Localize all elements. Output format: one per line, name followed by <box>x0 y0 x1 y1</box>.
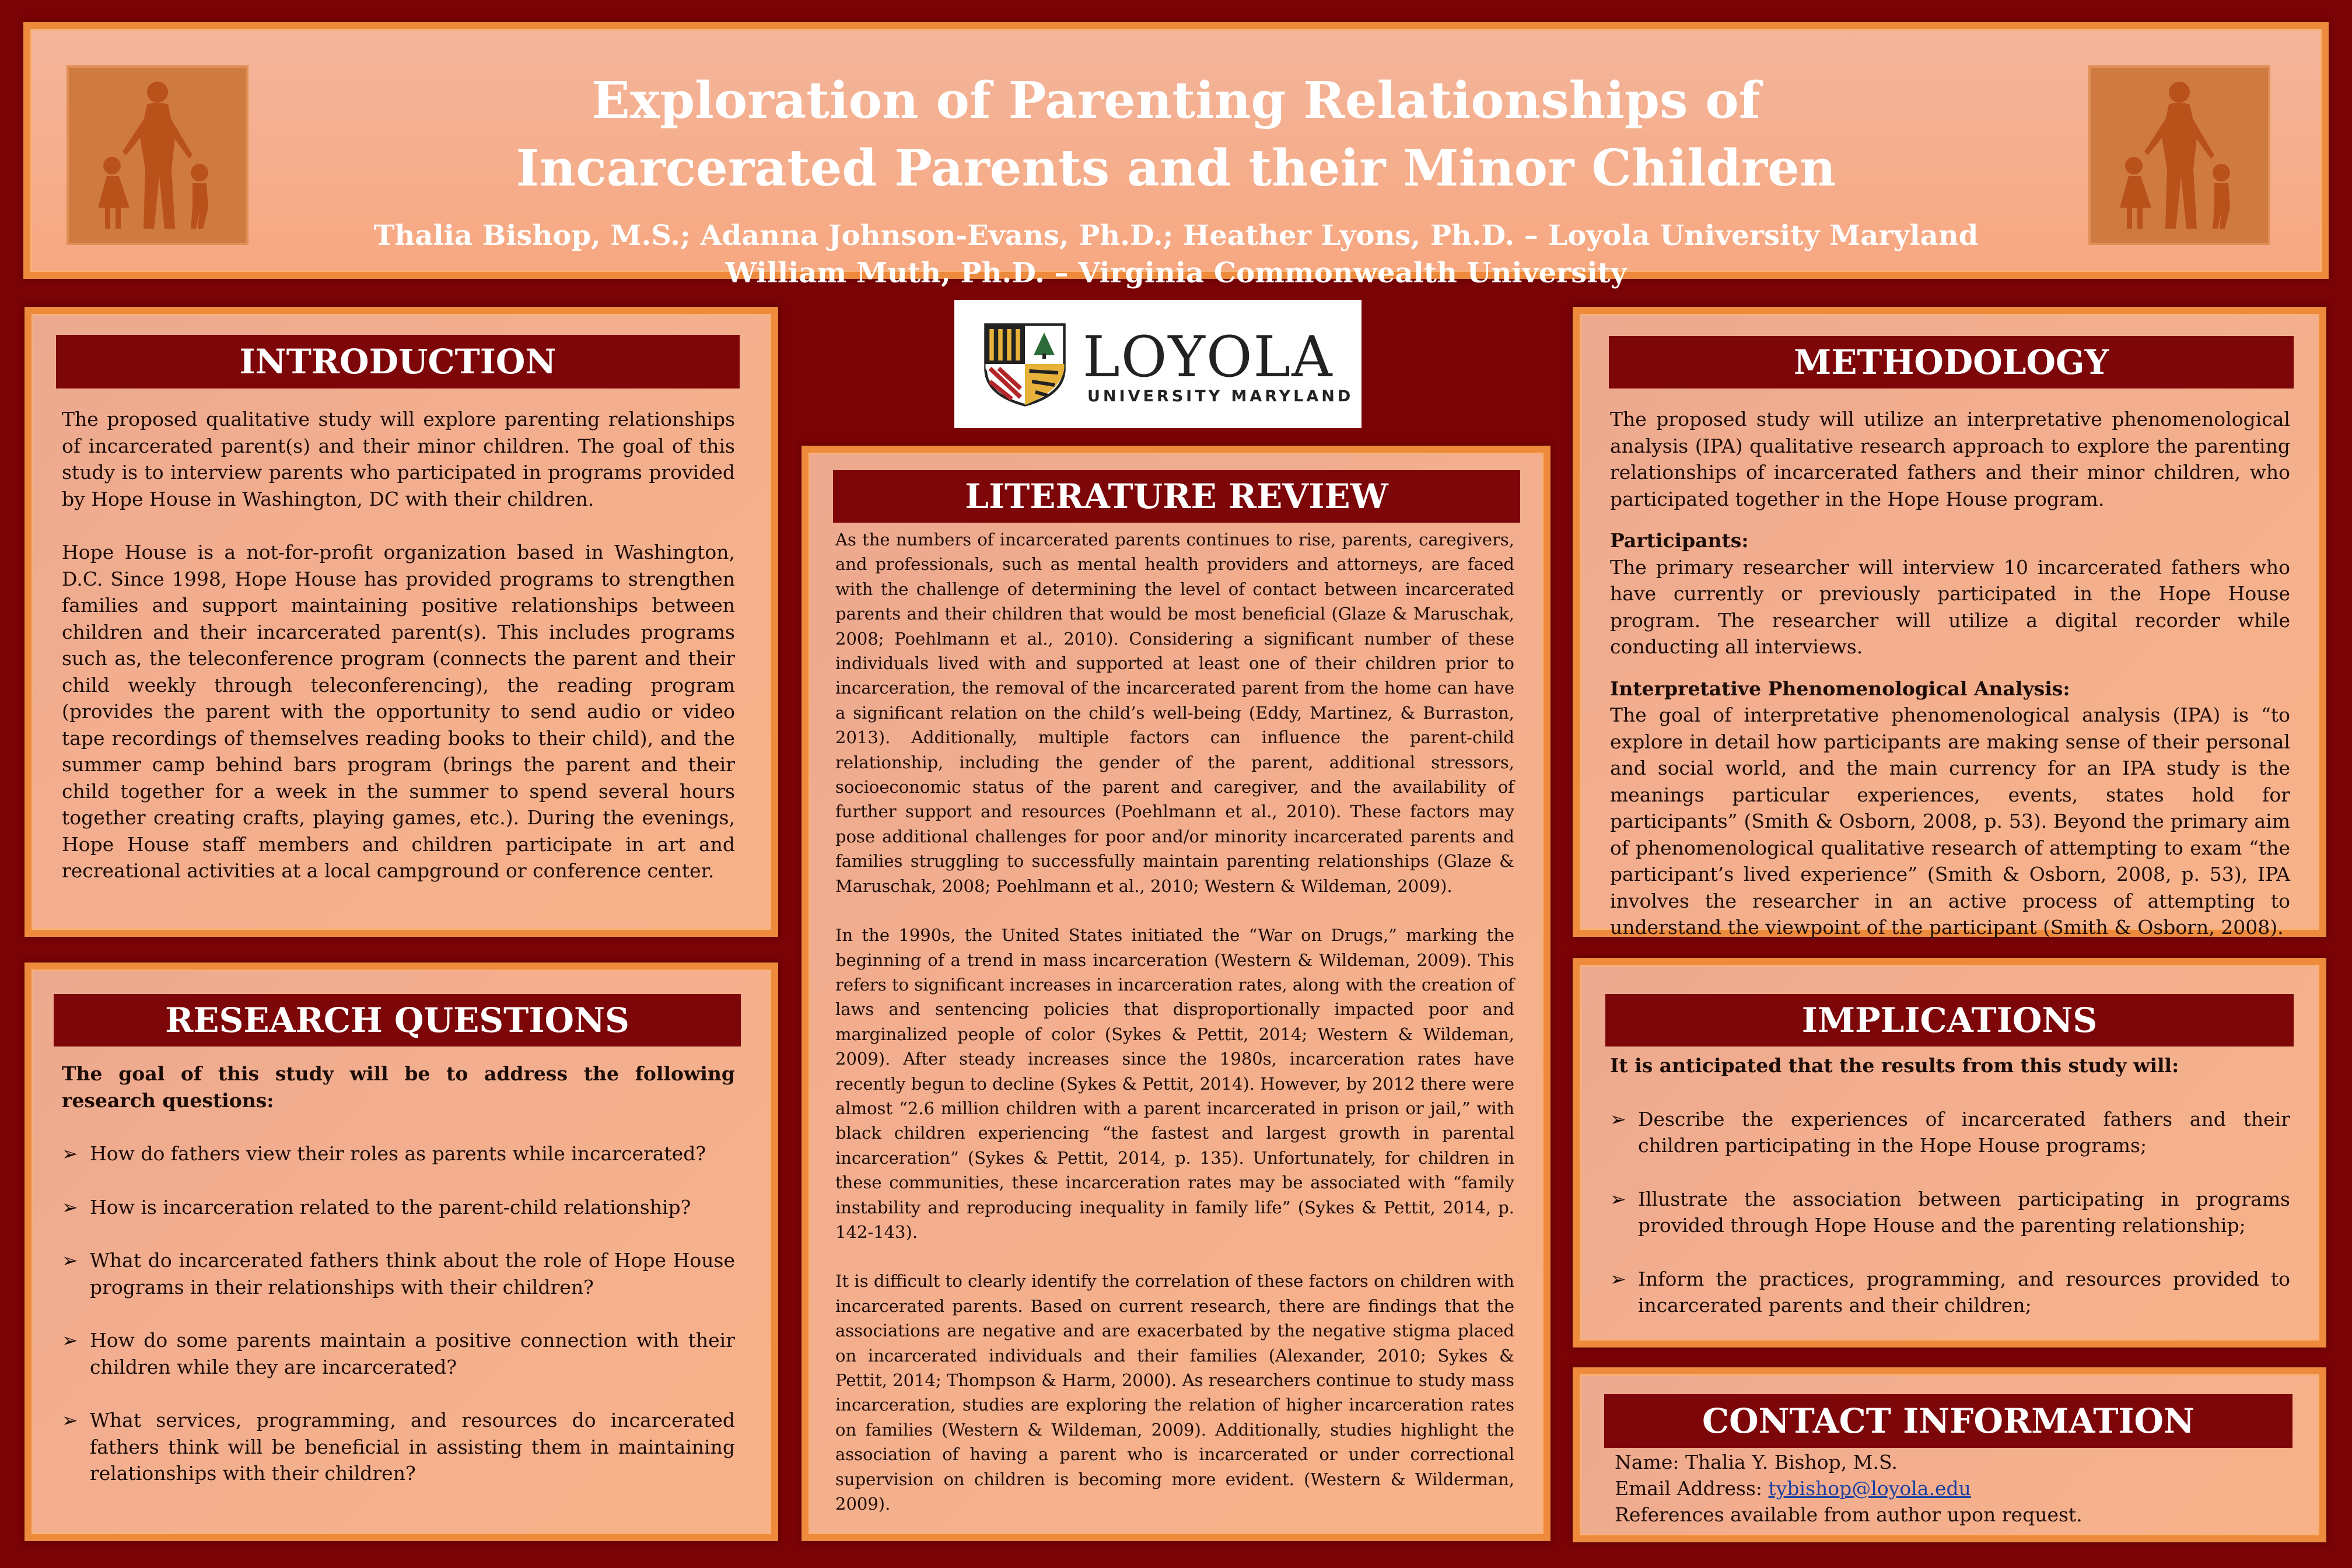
loyola-shield-icon <box>981 320 1069 408</box>
implications-list <box>1610 1106 2290 1319</box>
list-item <box>62 1247 735 1300</box>
authors-line: William Muth, Ph.D. – Virginia Commonwealth University <box>725 257 1627 289</box>
contact-body <box>1615 1449 2286 1528</box>
list-item <box>1610 1106 2290 1159</box>
arrow-bullet-icon: ➢ <box>1610 1187 1626 1210</box>
list-item-text: Illustrate the association between participating in programs provided through Hope House and the parenting relationship; <box>1638 1187 2290 1237</box>
research-questions-heading: RESEARCH QUESTIONS <box>54 994 741 1046</box>
contact-email-row <box>1615 1475 2286 1502</box>
header-panel <box>23 22 2329 289</box>
implications-body <box>1610 1052 2290 1346</box>
literature-review-paragraph: As the numbers of incarcerated parents continues to rise, parents, caregivers, and professionals, such as mental health providers and attorneys, are faced with the challenge of determining the level of contact between incarcerated parents and their children that would be most beneficial (Glaze & Maruschak, 2008; Poehlmann et al., 2010). Considering a significant number of these individuals lived with and supported at least one of their children prior to incarceration, the removal of the incarcerated parent from the home can have a significant relation on the child’s well-being (Eddy, Martinez, & Burraston, 2013). Additionally, multiple factors can influence the parent-child relationship, including the gender of the parent, additional stressors, socioeconomic status of the parent and caregiver, and the availability of further support and resources (Poehlmann et al., 2010). These factors may pose additional challenges for poor and/or minority incarcerated parents and families struggling to successfully maintain parenting relationships (Glaze & Maruschak, 2008; Poehlmann et al., 2010; Western & Wildeman, 2009). <box>835 530 1514 896</box>
list-item-text: Describe the experiences of incarcerated fathers and their children participating in the Hope House programs; <box>1638 1107 2290 1157</box>
arrow-bullet-icon: ➢ <box>62 1329 78 1352</box>
title-line: Exploration of Parenting Relationships of <box>592 71 1760 130</box>
contact-name: Name: Thalia Y. Bishop, M.S. <box>1615 1451 1898 1474</box>
arrow-bullet-icon: ➢ <box>1610 1107 1626 1130</box>
email-label: Email Address: <box>1615 1477 1763 1500</box>
research-questions-body <box>62 1060 735 1514</box>
list-item-text: Inform the practices, programming, and resources provided to incarcerated parents and their children; <box>1638 1267 2290 1317</box>
authors <box>30 217 2322 292</box>
ipa-heading: Interpretative Phenomenological Analysis: <box>1610 677 2070 700</box>
list-item <box>62 1194 735 1221</box>
email-link[interactable]: tybishop@loyola.edu <box>1768 1477 1971 1500</box>
literature-review-paragraph: It is difficult to clearly identify the correlation of these factors on children with incarcerated parents. Based on current research, there are findings that the associations are negative and are exacerbated by the negative stigma placed on incarcerated individuals and their families (Alexander, 2010; Sykes & Pettit, 2014; Thompson & Harm, 2000). As researchers continue to study mass incarceration, studies are exploring the relation of higher incarceration rates on families (Western & Wildeman, 2009). Additionally, studies highlight the association of having a parent who is incarcerated or under correctional supervision on children is becoming more evident. (Western & Wilderman, 2009). <box>835 1271 1514 1514</box>
implications-intro: It is anticipated that the results from this study will: <box>1610 1054 2179 1077</box>
poster-title <box>30 67 2322 202</box>
title-line: Incarcerated Parents and their Minor Children <box>516 139 1836 198</box>
arrow-bullet-icon: ➢ <box>62 1249 78 1272</box>
introduction-body <box>62 406 735 911</box>
ipa-text: The goal of interpretative phenomenological analysis (IPA) is “to explore in detail how participants are making sense of their personal and social world, and the main currency for an IPA study is the meanings particular experiences, events, states hold for participants” (Smith & Osborn, 2008, p. 53). Beyond the primary aim of phenomenological qualitative research of attempting to exam “the participant’s lived experience” (Smith & Osborn, 2008, p. 53), IPA involves the researcher in an active process of attempting to understand the viewpoint of the participant (Smith & Osborn, 2008). <box>1610 704 2290 939</box>
loyola-wordmark: LOYOLA <box>1083 324 1334 390</box>
research-questions-list <box>62 1140 735 1487</box>
literature-review-paragraph: In the 1990s, the United States initiated the “War on Drugs,” marking the beginning of a trend in mass incarceration (Western & Wildeman, 2009). This refers to significant increases in incarceration rates, along with the creation of laws and sentencing policies that disproportionally impacted poor and marginalized people of color (Sykes & Pettit, 2014; Western & Wildeman, 2009). After steady increases since the 1980s, incarceration rates have recently begun to decline (Sykes & Pettit, 2014). However, by 2012 there were almost “2.6 million children with a parent incarcerated in prison or jail,” with black children experiencing “the fastest and largest growth in parental incarceration” (Sykes & Pettit, 2014, p. 135). Unfortunately, for children in these communities, these incarceration rates may be associated with “family instability and reproducing inequality in family life” (Sykes & Pettit, 2014, p. 142-143). <box>835 925 1514 1242</box>
arrow-bullet-icon: ➢ <box>1610 1267 1626 1290</box>
arrow-bullet-icon: ➢ <box>62 1142 78 1165</box>
introduction-paragraph: The proposed qualitative study will explore parenting relationships of incarcerated parent(s) and their minor children. The goal of this study is to interview parents who participated in programs provided by Hope House in Washington, DC with their children. <box>62 408 735 510</box>
methodology-heading: METHODOLOGY <box>1609 336 2294 388</box>
contact-heading: CONTACT INFORMATION <box>1604 1394 2292 1448</box>
authors-line: Thalia Bishop, M.S.; Adanna Johnson-Evans, Ph.D.; Heather Lyons, Ph.D. – Loyola University Maryland <box>373 219 1979 252</box>
list-item-text: How do fathers view their roles as parents while incarcerated? <box>90 1142 706 1165</box>
methodology-intro: The proposed study will utilize an interpretative phenomenological analysis (IPA) qualitative research approach to explore the parenting relationships of incarcerated fathers and their minor children, who participated together in the Hope House program. <box>1610 408 2290 510</box>
participants-heading: Participants: <box>1610 529 1749 552</box>
literature-review-heading: LITERATURE REVIEW <box>833 470 1520 523</box>
implications-heading: IMPLICATIONS <box>1605 994 2294 1046</box>
list-item <box>62 1327 735 1380</box>
arrow-bullet-icon: ➢ <box>62 1195 78 1219</box>
list-item <box>62 1140 735 1167</box>
methodology-body <box>1610 406 2290 968</box>
introduction-paragraph: Hope House is a not-for-profit organization based in Washington, D.C. Since 1998, Hope House has provided programs to strengthen families and support maintaining positive relationships between children and their incarcerated parent(s). This includes programs such as, the teleconference program (connects the parent and their child weekly through teleconferencing), the reading program (provides the parent with the opportunity to send audio or video tape recordings of themselves reading books to their child), and the summer camp behind bars program (brings the parent and their child together for a week in the summer to spend several hours together creating crafts, playing games, etc.). During the evenings, Hope House staff members and children participate in art and recreational activities at a local campground or conference center. <box>62 541 735 882</box>
list-item <box>1610 1186 2290 1239</box>
list-item <box>62 1407 735 1487</box>
list-item <box>1610 1266 2290 1319</box>
arrow-bullet-icon: ➢ <box>62 1409 78 1432</box>
list-item-text: What do incarcerated fathers think about the role of Hope House programs in their relationships with their children? <box>90 1249 735 1298</box>
introduction-heading: INTRODUCTION <box>56 335 740 388</box>
research-questions-intro: The goal of this study will be to address the following research questions: <box>62 1062 735 1112</box>
list-item-text: How do some parents maintain a positive connection with their children while they are incarcerated? <box>90 1329 735 1378</box>
contact-references: References available from author upon request. <box>1615 1503 2082 1526</box>
loyola-subtitle: UNIVERSITY MARYLAND <box>1087 387 1354 405</box>
list-item-text: What services, programming, and resources do incarcerated fathers think will be beneficial in assisting them in maintaining relationships with their children? <box>90 1409 735 1485</box>
list-item-text: How is incarceration related to the parent-child relationship? <box>90 1195 691 1219</box>
loyola-logo <box>954 300 1362 428</box>
participants-text: The primary researcher will interview 10 incarcerated fathers who have currently or previously participated in the Hope House program. The researcher will utilize a digital recorder while conducting all interviews. <box>1610 555 2290 658</box>
literature-review-body <box>835 527 1514 1541</box>
